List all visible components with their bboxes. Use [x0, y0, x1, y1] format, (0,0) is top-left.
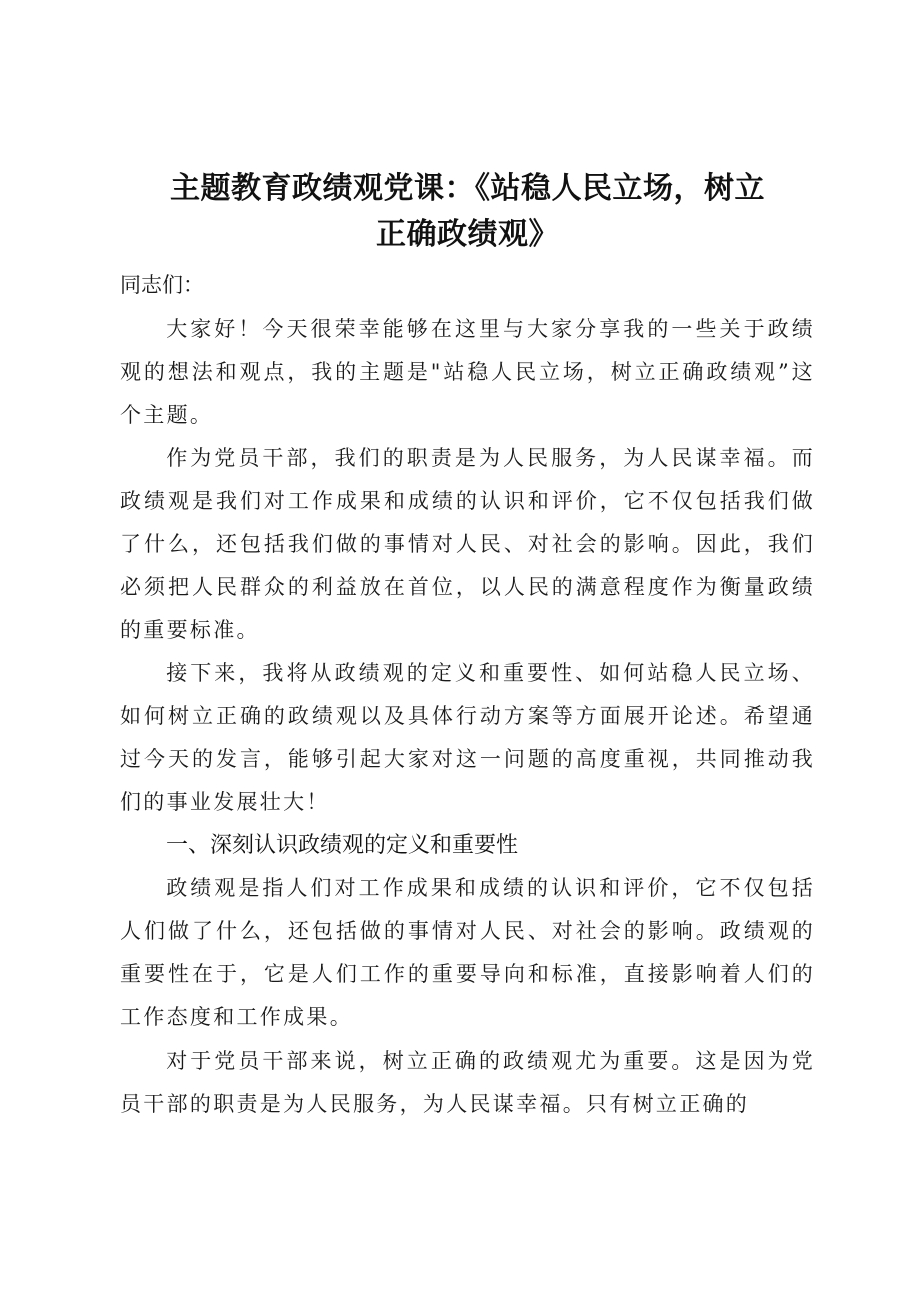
paragraph-definition: 政绩观是指人们对工作成果和成绩的认识和评价，它不仅包括人们做了什么，还包括做的事情对人民、对社会的影响。政绩观的重要性在于，它是人们工作的重要导向和标准，直接影响着人们的工作态度和工作成果。 [120, 876, 815, 1029]
paragraph-duty: 作为党员干部，我们的职责是为人民服务，为人民谋幸福。而政绩观是我们对工作成果和成绩的认识和评价，它不仅包括我们做了什么，还包括我们做的事情对人民、对社会的影响。因此，我们必须把人民群众的利益放在首位，以人民的满意程度作为衡量政绩的重要标准。 [120, 446, 815, 642]
salutation: 同志们： [120, 273, 204, 297]
document-title-line-1: 主题教育政绩观党课：《站稳人民立场，树立 [170, 171, 765, 206]
section-heading-1: 一、深刻认识政绩观的定义和重要性 [166, 833, 519, 858]
document-title-line-2: 正确政绩观》 [376, 217, 559, 252]
paragraph-greeting: 大家好！今天很荣幸能够在这里与大家分享我的一些关于政绩观的想法和观点，我的主题是"站稳人民立场，树立正确政绩观”这个主题。 [120, 317, 815, 427]
paragraph-outline: 接下来，我将从政绩观的定义和重要性、如何站稳人民立场、如何树立正确的政绩观以及具体行动方案等方面展开论述。希望通过今天的发言，能够引起大家对这一问题的高度重视，共同推动我们的事业发展壮大！ [120, 661, 815, 814]
paragraph-importance: 对于党员干部来说，树立正确的政绩观尤为重要。这是因为党员干部的职责是为人民服务，为人民谋幸福。只有树立正确的 [120, 1049, 815, 1116]
